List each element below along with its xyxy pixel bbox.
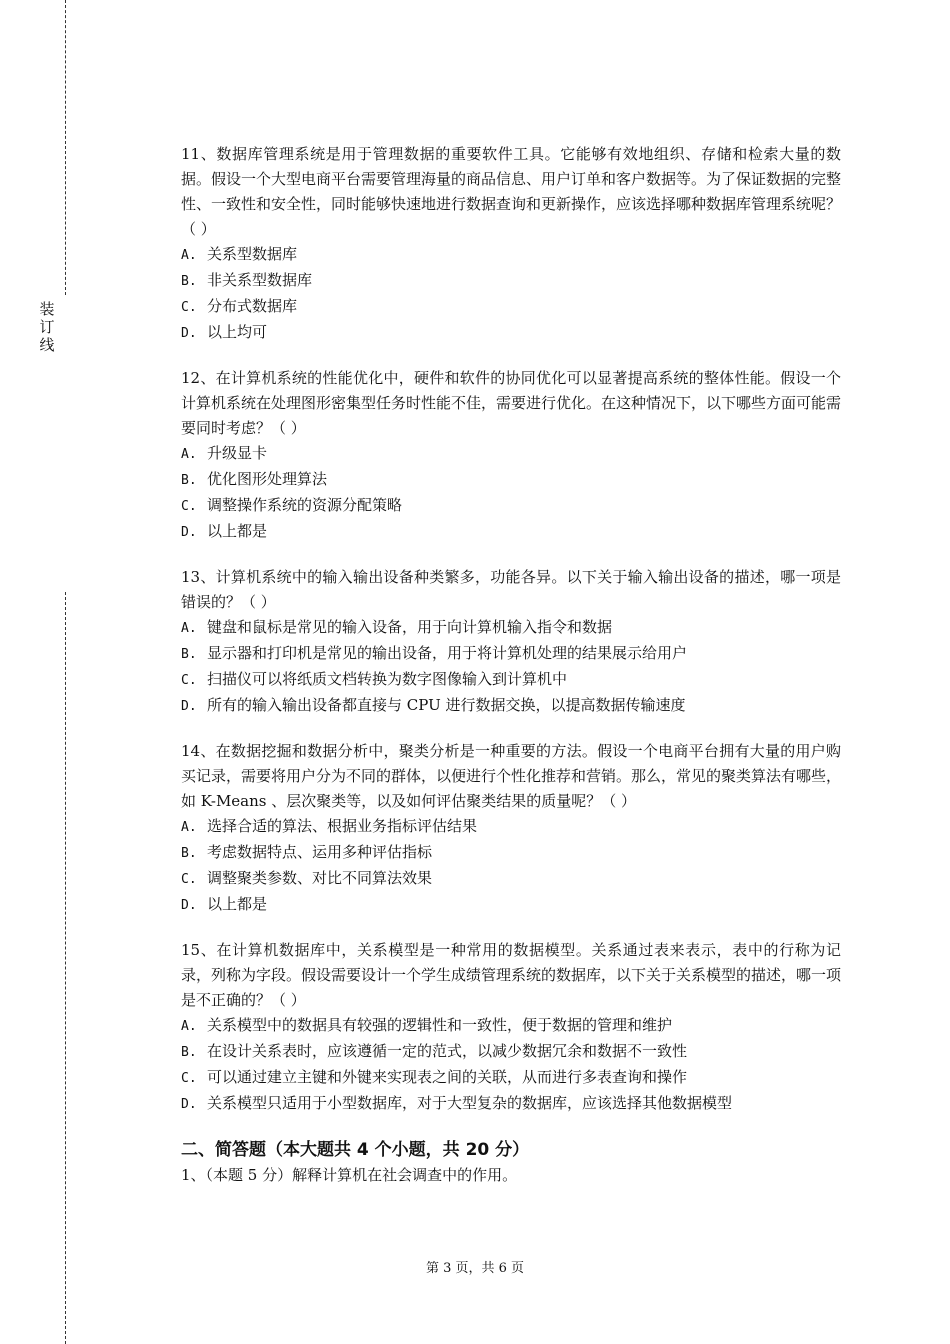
option-text: 升级显卡 <box>207 444 268 462</box>
option-b <box>181 268 841 294</box>
option-text: 关系型数据库 <box>207 245 298 263</box>
option-text: 以上都是 <box>207 895 268 913</box>
option-text: 调整操作系统的资源分配策略 <box>207 496 403 514</box>
option-letter: D. <box>181 326 197 341</box>
option-letter: C. <box>181 300 197 315</box>
short-answer-question-1: 1、（本题 5 分）解释计算机在社会调查中的作用。 <box>181 1166 518 1184</box>
option-letter: A. <box>181 1019 197 1034</box>
option-text: 选择合适的算法、根据业务指标评估结果 <box>207 817 478 835</box>
question-stem: 12、在计算机系统的性能优化中，硬件和软件的协同优化可以显著提高系统的整体性能。假设一个计算机系统在处理图形密集型任务时性能不佳，需要进行优化。在这种情况下，以下哪些方面可能需要同时考虑？（ ） <box>181 369 842 437</box>
question-15 <box>181 938 841 1117</box>
option-a <box>181 1013 841 1039</box>
binding-label-char: 装 <box>39 300 55 318</box>
option-text: 以上均可 <box>207 323 268 341</box>
page-footer: 第 3 页，共 6 页 <box>425 1261 525 1276</box>
option-a <box>181 615 841 641</box>
option-list <box>181 814 841 918</box>
option-c <box>181 294 841 320</box>
option-letter: B. <box>181 1045 197 1060</box>
option-list <box>181 615 841 719</box>
option-text: 可以通过建立主键和外键来实现表之间的关联，从而进行多表查询和操作 <box>207 1068 688 1086</box>
option-d <box>181 892 841 918</box>
option-c <box>181 493 841 519</box>
option-letter: B. <box>181 274 197 289</box>
option-b <box>181 467 841 493</box>
option-letter: A. <box>181 621 197 636</box>
option-letter: A. <box>181 447 197 462</box>
binding-label <box>37 300 57 354</box>
option-text: 调整聚类参数、对比不同算法效果 <box>207 869 433 887</box>
option-text: 键盘和鼠标是常见的输入设备，用于向计算机输入指令和数据 <box>207 618 613 636</box>
option-text: 在设计关系表时，应该遵循一定的范式，以减少数据冗余和数据不一致性 <box>207 1042 688 1060</box>
option-text: 所有的输入输出设备都直接与 CPU 进行数据交换，以提高数据传输速度 <box>207 696 686 714</box>
option-a <box>181 441 841 467</box>
binding-dashed-line-top <box>65 0 66 295</box>
option-letter: C. <box>181 673 197 688</box>
option-list <box>181 1013 841 1117</box>
option-b <box>181 1039 841 1065</box>
option-d <box>181 693 841 719</box>
option-letter: B. <box>181 846 197 861</box>
option-d <box>181 1091 841 1117</box>
binding-label-char: 线 <box>39 336 55 354</box>
section-title-short-answer: 二、简答题（本大题共 4 个小题，共 20 分） <box>181 1140 530 1160</box>
option-letter: D. <box>181 525 197 540</box>
option-letter: D. <box>181 699 197 714</box>
option-d <box>181 519 841 545</box>
option-letter: A. <box>181 248 197 263</box>
exam-content <box>181 142 841 1188</box>
option-text: 优化图形处理算法 <box>207 470 328 488</box>
binding-label-char: 订 <box>39 318 55 336</box>
question-12 <box>181 366 841 545</box>
question-14 <box>181 739 841 918</box>
option-letter: C. <box>181 872 197 887</box>
option-letter: B. <box>181 647 197 662</box>
option-letter: C. <box>181 499 197 514</box>
option-a <box>181 814 841 840</box>
option-b <box>181 641 841 667</box>
question-stem: 14、在数据挖掘和数据分析中，聚类分析是一种重要的方法。假设一个电商平台拥有大量的用户购买记录，需要将用户分为不同的群体，以便进行个性化推荐和营销。那么，常见的聚类算法有哪些，如 K-Means 、层次聚类等，以及如何评估聚类结果的质量呢？（ ） <box>181 742 842 810</box>
option-letter: A. <box>181 820 197 835</box>
option-text: 扫描仪可以将纸质文档转换为数字图像输入到计算机中 <box>207 670 568 688</box>
binding-dashed-line-bottom <box>65 592 66 1344</box>
option-b <box>181 840 841 866</box>
question-stem: 13、计算机系统中的输入输出设备种类繁多，功能各异。以下关于输入输出设备的描述，哪一项是错误的？（ ） <box>181 568 841 611</box>
option-list <box>181 441 841 545</box>
option-text: 显示器和打印机是常见的输出设备，用于将计算机处理的结果展示给用户 <box>207 644 688 662</box>
option-text: 分布式数据库 <box>207 297 298 315</box>
option-letter: B. <box>181 473 197 488</box>
question-stem: 15、在计算机数据库中，关系模型是一种常用的数据模型。关系通过表来表示，表中的行称为记录，列称为字段。假设需要设计一个学生成绩管理系统的数据库，以下关于关系模型的描述，哪一项是不正确的？（ ） <box>181 941 842 1009</box>
option-c <box>181 866 841 892</box>
option-text: 非关系型数据库 <box>207 271 313 289</box>
option-text: 考虑数据特点、运用多种评估指标 <box>207 843 433 861</box>
option-letter: D. <box>181 1097 197 1112</box>
option-letter: C. <box>181 1071 197 1086</box>
option-text: 关系模型只适用于小型数据库，对于大型复杂的数据库，应该选择其他数据模型 <box>207 1094 733 1112</box>
option-a <box>181 242 841 268</box>
option-d <box>181 320 841 346</box>
question-11 <box>181 142 841 346</box>
option-c <box>181 667 841 693</box>
option-text: 以上都是 <box>207 522 268 540</box>
option-list <box>181 242 841 346</box>
question-13 <box>181 565 841 719</box>
option-c <box>181 1065 841 1091</box>
question-stem: 11、数据库管理系统是用于管理数据的重要软件工具。它能够有效地组织、存储和检索大量的数据。假设一个大型电商平台需要管理海量的商品信息、用户订单和客户数据等。为了保证数据的完整性、一致性和安全性，同时能够快速地进行数据查询和更新操作，应该选择哪种数据库管理系统呢？（ ） <box>181 145 842 238</box>
option-letter: D. <box>181 898 197 913</box>
option-text: 关系模型中的数据具有较强的逻辑性和一致性，便于数据的管理和维护 <box>207 1016 673 1034</box>
